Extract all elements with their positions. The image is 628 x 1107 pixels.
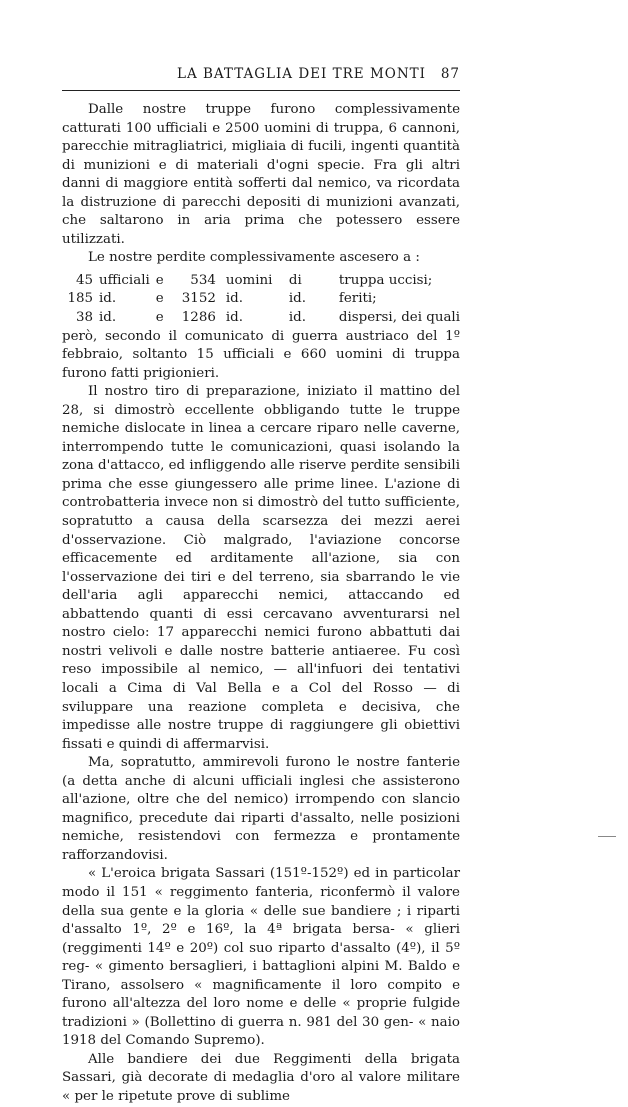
losses-row (62, 309, 460, 328)
paragraph-captures: Dalle nostre truppe furono complessivamente catturati 100 ufficiali e 2500 uomini di truppa, 6 cannoni, parecchie mitragliatrici, migliaia di fucili, ingenti quantità di munizioni e di materiali d'ogni specie. Fra gli altri danni di maggiore entità sofferti dal nemico, va ricordata la distruzione di parecchi depositi di munizioni avanzati, che saltarono in aria prima che potessero essere utilizzati. (62, 102, 460, 247)
losses-cell: 185 (67, 291, 94, 307)
losses-cell: ufficiali (99, 272, 150, 288)
paragraph-prisoners: però, secondo il comunicato di guerra austriaco del 1º febbraio, soltanto 15 ufficiali e 660 uomini di truppa furono fatti prigionieri. (62, 328, 460, 381)
losses-cell: di (288, 272, 302, 288)
paragraph-bulletin-quote: « L'eroica brigata Sassari (151º-152º) ed in particolar modo il 151 « reggimento fanteria, riconfermò il valore della sua gente e la gloria « delle sue bandiere ; i riparti d'assalto 1º, 2º e 16º, la 4ª brigata bersa- « glieri (reggimenti 14º e 20º) col suo riparto d'assalto (4º), il 5º reg- « gimento bersaglieri, i battaglioni alpini M. Baldo e Tirano, assolsero « magnificamente il loro compito e furono all'altezza del loro nome e delle « proprie fulgide tradizioni » (Bollettino di guerra n. 981 del 30 gen- « naio 1918 del Comando Supremo). (62, 866, 460, 1049)
page-body (62, 101, 460, 1107)
losses-cell: 38 (75, 310, 94, 326)
losses-row (62, 272, 460, 291)
losses-cell: 3152 (181, 291, 216, 307)
losses-cell: 534 (190, 272, 216, 288)
losses-table (62, 272, 460, 328)
losses-cell: id. (288, 291, 306, 307)
paragraph-infantry: Ma, sopratutto, ammirevoli furono le nostre fanterie (a detta anche di alcuni ufficiali inglesi che assisterono all'azione, oltre che del nemico) irrompendo con slancio magnifico, precedute dai riparti d'assalto, nelle posizioni nemiche, resistendovi con fermezza e prontamente rafforzandovisi. (62, 755, 460, 863)
paragraph-flags: Alle bandiere dei due Reggimenti della brigata Sassari, già decorate di medaglia d'oro al valore militare « per le ripetute prove di sublime (62, 1051, 460, 1104)
losses-cell: id. (99, 291, 117, 307)
losses-cell: e (155, 272, 164, 288)
page-number: 87 (440, 66, 460, 82)
losses-cell: uomini (225, 272, 273, 288)
losses-cell: 45 (75, 272, 94, 288)
running-title: LA BATTAGLIA DEI TRE MONTI (177, 66, 426, 82)
losses-row (62, 290, 460, 309)
margin-mark (598, 836, 616, 837)
paragraph-artillery: Il nostro tiro di preparazione, iniziato il mattino del 28, si dimostrò eccellente obbligando tutte le truppe nemiche dislocate in linea a cercare riparo nelle caverne, interrompendo tutte le comunicazioni, quasi isolando la zona d'attacco, ed infliggendo alle riserve perdite sensibili prima che esse giungessero alle prime linee. L'azione di controbatteria invece non si dimostrò del tutto sufficiente, sopratutto a causa della scarsezza dei mezzi aerei d'osservazione. Ciò malgrado, l'aviazione concorse efficacemente ed arditamente all'azione, sia con l'osservazione dei tiri e del terreno, sia sbarrando le vie dell'aria agli apparecchi nemici, attaccando ed abbattendo quanti di essi cercavano avventurarsi nel nostro cielo: 17 apparecchi nemici furono abbattuti dai nostri velivoli e dalle nostre batterie antiaeree. Fu così reso impossibile al nemico, — all'infuori dei tentativi locali a Cima di Val Bella e a Col del Rosso — di sviluppare una reazione completa e decisiva, che impedisse alle nostre truppe di raggiungere gli obiettivi fissati e quindi di affermarvisi. (62, 384, 460, 752)
losses-cell: dispersi, dei quali (338, 310, 460, 326)
losses-cell: id. (225, 310, 243, 326)
losses-cell: e (155, 291, 164, 307)
header-rule (62, 90, 460, 91)
paragraph-losses-intro: Le nostre perdite complessivamente ascesero a : (88, 250, 420, 266)
losses-cell: e (155, 310, 164, 326)
losses-cell: id. (288, 310, 306, 326)
losses-cell: 1286 (181, 310, 216, 326)
losses-cell: feriti; (338, 291, 377, 307)
losses-cell: id. (99, 310, 117, 326)
losses-cell: id. (225, 291, 243, 307)
losses-cell: truppa uccisi; (338, 272, 433, 288)
